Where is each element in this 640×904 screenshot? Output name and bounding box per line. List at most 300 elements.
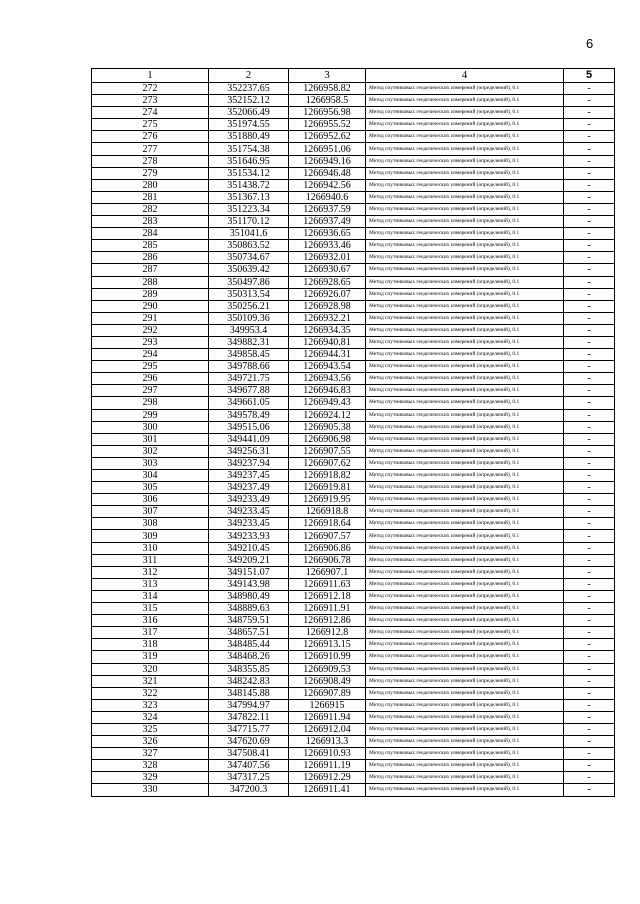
table-row [92, 276, 615, 288]
table-row [92, 312, 615, 324]
accuracy-cell: - [564, 675, 615, 687]
point-number-cell: 293 [92, 336, 209, 348]
y-coordinate-cell: 1266937.59 [289, 203, 366, 215]
method-cell: Метод спутниковых геодезических измерений (определений), 0.1 [366, 482, 564, 494]
y-coordinate-cell: 1266937.49 [289, 216, 366, 228]
y-coordinate-cell: 1266934.35 [289, 324, 366, 336]
method-cell: Метод спутниковых геодезических измерений (определений), 0.1 [366, 457, 564, 469]
accuracy-cell: - [564, 252, 615, 264]
x-coordinate-cell: 352152.12 [209, 95, 289, 107]
table-row [92, 300, 615, 312]
method-cell: Метод спутниковых геодезических измерений (определений), 0.1 [366, 433, 564, 445]
method-cell: Метод спутниковых геодезических измерений (определений), 0.1 [366, 723, 564, 735]
point-number-cell: 327 [92, 748, 209, 760]
method-cell: Метод спутниковых геодезических измерений (определений), 0.1 [366, 385, 564, 397]
y-coordinate-cell: 1266907.55 [289, 445, 366, 457]
table-row [92, 554, 615, 566]
point-number-cell: 328 [92, 760, 209, 772]
table-row [92, 143, 615, 155]
accuracy-cell: - [564, 639, 615, 651]
point-number-cell: 325 [92, 723, 209, 735]
x-coordinate-cell: 348889.63 [209, 603, 289, 615]
method-cell: Метод спутниковых геодезических измерений (определений), 0.1 [366, 663, 564, 675]
point-number-cell: 307 [92, 506, 209, 518]
point-number-cell: 329 [92, 772, 209, 784]
point-number-cell: 298 [92, 397, 209, 409]
method-cell: Метод спутниковых геодезических измерений (определений), 0.1 [366, 566, 564, 578]
x-coordinate-cell: 348980.49 [209, 590, 289, 602]
coordinates-table [91, 68, 615, 797]
accuracy-cell: - [564, 530, 615, 542]
x-coordinate-cell: 349677.88 [209, 385, 289, 397]
x-coordinate-cell: 350639.42 [209, 264, 289, 276]
point-number-cell: 276 [92, 131, 209, 143]
point-number-cell: 301 [92, 433, 209, 445]
table-row [92, 494, 615, 506]
table-header-row [92, 69, 615, 83]
accuracy-cell: - [564, 300, 615, 312]
table-row [92, 723, 615, 735]
point-number-cell: 274 [92, 107, 209, 119]
accuracy-cell: - [564, 506, 615, 518]
point-number-cell: 280 [92, 179, 209, 191]
y-coordinate-cell: 1266943.54 [289, 361, 366, 373]
table-row [92, 228, 615, 240]
point-number-cell: 300 [92, 421, 209, 433]
table-row [92, 191, 615, 203]
table-row [92, 482, 615, 494]
y-coordinate-cell: 1266907.57 [289, 530, 366, 542]
accuracy-cell: - [564, 433, 615, 445]
header-col-4: 4 [366, 69, 564, 83]
x-coordinate-cell: 349661.05 [209, 397, 289, 409]
accuracy-cell: - [564, 699, 615, 711]
accuracy-cell: - [564, 409, 615, 421]
coordinates-table-body [92, 69, 615, 797]
x-coordinate-cell: 349233.45 [209, 518, 289, 530]
x-coordinate-cell: 348242.83 [209, 675, 289, 687]
accuracy-cell: - [564, 336, 615, 348]
x-coordinate-cell: 351170.12 [209, 216, 289, 228]
method-cell: Метод спутниковых геодезических измерений (определений), 0.1 [366, 131, 564, 143]
y-coordinate-cell: 1266907.62 [289, 457, 366, 469]
point-number-cell: 294 [92, 349, 209, 361]
method-cell: Метод спутниковых геодезических измерений (определений), 0.1 [366, 252, 564, 264]
y-coordinate-cell: 1266912.8 [289, 627, 366, 639]
x-coordinate-cell: 348759.51 [209, 615, 289, 627]
table-row [92, 470, 615, 482]
method-cell: Метод спутниковых геодезических измерений (определений), 0.1 [366, 506, 564, 518]
method-cell: Метод спутниковых геодезических измерений (определений), 0.1 [366, 300, 564, 312]
y-coordinate-cell: 1266910.93 [289, 748, 366, 760]
point-number-cell: 316 [92, 615, 209, 627]
y-coordinate-cell: 1266936.65 [289, 228, 366, 240]
x-coordinate-cell: 347620.69 [209, 736, 289, 748]
point-number-cell: 305 [92, 482, 209, 494]
accuracy-cell: - [564, 603, 615, 615]
accuracy-cell: - [564, 143, 615, 155]
point-number-cell: 320 [92, 663, 209, 675]
y-coordinate-cell: 1266955.52 [289, 119, 366, 131]
accuracy-cell: - [564, 723, 615, 735]
y-coordinate-cell: 1266946.83 [289, 385, 366, 397]
accuracy-cell: - [564, 651, 615, 663]
y-coordinate-cell: 1266949.16 [289, 155, 366, 167]
accuracy-cell: - [564, 216, 615, 228]
method-cell: Метод спутниковых геодезических измерений (определений), 0.1 [366, 603, 564, 615]
y-coordinate-cell: 1266906.98 [289, 433, 366, 445]
table-row [92, 336, 615, 348]
y-coordinate-cell: 1266958.5 [289, 95, 366, 107]
method-cell: Метод спутниковых геодезических измерений (определений), 0.1 [366, 699, 564, 711]
accuracy-cell: - [564, 687, 615, 699]
point-number-cell: 318 [92, 639, 209, 651]
y-coordinate-cell: 1266926.07 [289, 288, 366, 300]
point-number-cell: 292 [92, 324, 209, 336]
y-coordinate-cell: 1266911.19 [289, 760, 366, 772]
method-cell: Метод спутниковых геодезических измерений (определений), 0.1 [366, 361, 564, 373]
table-row [92, 95, 615, 107]
x-coordinate-cell: 350863.52 [209, 240, 289, 252]
accuracy-cell: - [564, 373, 615, 385]
x-coordinate-cell: 350109.36 [209, 312, 289, 324]
point-number-cell: 324 [92, 711, 209, 723]
method-cell: Метод спутниковых геодезических измерений (определений), 0.1 [366, 167, 564, 179]
point-number-cell: 291 [92, 312, 209, 324]
table-row [92, 627, 615, 639]
y-coordinate-cell: 1266909.53 [289, 663, 366, 675]
y-coordinate-cell: 1266913.3 [289, 736, 366, 748]
y-coordinate-cell: 1266942.56 [289, 179, 366, 191]
x-coordinate-cell: 350313.54 [209, 288, 289, 300]
accuracy-cell: - [564, 324, 615, 336]
x-coordinate-cell: 349237.94 [209, 457, 289, 469]
y-coordinate-cell: 1266911.94 [289, 711, 366, 723]
method-cell: Метод спутниковых геодезических измерений (определений), 0.1 [366, 470, 564, 482]
accuracy-cell: - [564, 131, 615, 143]
table-row [92, 264, 615, 276]
header-col-1: 1 [92, 69, 209, 83]
method-cell: Метод спутниковых геодезических измерений (определений), 0.1 [366, 203, 564, 215]
table-row [92, 203, 615, 215]
x-coordinate-cell: 347407.56 [209, 760, 289, 772]
table-row [92, 711, 615, 723]
y-coordinate-cell: 1266958.82 [289, 83, 366, 95]
point-number-cell: 282 [92, 203, 209, 215]
method-cell: Метод спутниковых геодезических измерений (определений), 0.1 [366, 736, 564, 748]
accuracy-cell: - [564, 288, 615, 300]
y-coordinate-cell: 1266928.65 [289, 276, 366, 288]
point-number-cell: 330 [92, 784, 209, 796]
method-cell: Метод спутниковых геодезических измерений (определений), 0.1 [366, 288, 564, 300]
y-coordinate-cell: 1266919.81 [289, 482, 366, 494]
x-coordinate-cell: 347200.3 [209, 784, 289, 796]
y-coordinate-cell: 1266912.04 [289, 723, 366, 735]
x-coordinate-cell: 351880.49 [209, 131, 289, 143]
method-cell: Метод спутниковых геодезических измерений (определений), 0.1 [366, 264, 564, 276]
x-coordinate-cell: 349578.49 [209, 409, 289, 421]
point-number-cell: 304 [92, 470, 209, 482]
table-row [92, 760, 615, 772]
accuracy-cell: - [564, 385, 615, 397]
method-cell: Метод спутниковых геодезических измерений (определений), 0.1 [366, 421, 564, 433]
table-row [92, 288, 615, 300]
accuracy-cell: - [564, 240, 615, 252]
x-coordinate-cell: 348355.85 [209, 663, 289, 675]
x-coordinate-cell: 349441.09 [209, 433, 289, 445]
table-row [92, 651, 615, 663]
method-cell: Метод спутниковых геодезических измерений (определений), 0.1 [366, 191, 564, 203]
y-coordinate-cell: 1266907.89 [289, 687, 366, 699]
method-cell: Метод спутниковых геодезических измерений (определений), 0.1 [366, 590, 564, 602]
accuracy-cell: - [564, 445, 615, 457]
point-number-cell: 321 [92, 675, 209, 687]
x-coordinate-cell: 350497.86 [209, 276, 289, 288]
accuracy-cell: - [564, 179, 615, 191]
table-row [92, 530, 615, 542]
x-coordinate-cell: 351754.38 [209, 143, 289, 155]
method-cell: Метод спутниковых геодезических измерений (определений), 0.1 [366, 312, 564, 324]
x-coordinate-cell: 349237.45 [209, 470, 289, 482]
point-number-cell: 310 [92, 542, 209, 554]
method-cell: Метод спутниковых геодезических измерений (определений), 0.1 [366, 542, 564, 554]
x-coordinate-cell: 348468.26 [209, 651, 289, 663]
accuracy-cell: - [564, 312, 615, 324]
method-cell: Метод спутниковых геодезических измерений (определений), 0.1 [366, 639, 564, 651]
x-coordinate-cell: 349882.31 [209, 336, 289, 348]
x-coordinate-cell: 351367.13 [209, 191, 289, 203]
table-row [92, 590, 615, 602]
x-coordinate-cell: 348145.88 [209, 687, 289, 699]
accuracy-cell: - [564, 95, 615, 107]
y-coordinate-cell: 1266952.62 [289, 131, 366, 143]
table-row [92, 179, 615, 191]
method-cell: Метод спутниковых геодезических измерений (определений), 0.1 [366, 675, 564, 687]
x-coordinate-cell: 349209.21 [209, 554, 289, 566]
point-number-cell: 313 [92, 578, 209, 590]
x-coordinate-cell: 351041.6 [209, 228, 289, 240]
method-cell: Метод спутниковых геодезических измерений (определений), 0.1 [366, 155, 564, 167]
method-cell: Метод спутниковых геодезических измерений (определений), 0.1 [366, 373, 564, 385]
method-cell: Метод спутниковых геодезических измерений (определений), 0.1 [366, 119, 564, 131]
table-row [92, 433, 615, 445]
accuracy-cell: - [564, 228, 615, 240]
x-coordinate-cell: 351438.72 [209, 179, 289, 191]
point-number-cell: 278 [92, 155, 209, 167]
point-number-cell: 326 [92, 736, 209, 748]
point-number-cell: 317 [92, 627, 209, 639]
y-coordinate-cell: 1266940.81 [289, 336, 366, 348]
accuracy-cell: - [564, 784, 615, 796]
y-coordinate-cell: 1266908.49 [289, 675, 366, 687]
point-number-cell: 314 [92, 590, 209, 602]
y-coordinate-cell: 1266913.15 [289, 639, 366, 651]
y-coordinate-cell: 1266949.43 [289, 397, 366, 409]
method-cell: Метод спутниковых геодезических измерений (определений), 0.1 [366, 324, 564, 336]
x-coordinate-cell: 349233.45 [209, 506, 289, 518]
x-coordinate-cell: 349143.98 [209, 578, 289, 590]
x-coordinate-cell: 349788.66 [209, 361, 289, 373]
x-coordinate-cell: 347715.77 [209, 723, 289, 735]
accuracy-cell: - [564, 482, 615, 494]
method-cell: Метод спутниковых геодезических измерений (определений), 0.1 [366, 349, 564, 361]
x-coordinate-cell: 349233.49 [209, 494, 289, 506]
accuracy-cell: - [564, 470, 615, 482]
table-row [92, 167, 615, 179]
method-cell: Метод спутниковых геодезических измерений (определений), 0.1 [366, 578, 564, 590]
y-coordinate-cell: 1266932.01 [289, 252, 366, 264]
method-cell: Метод спутниковых геодезических измерений (определений), 0.1 [366, 518, 564, 530]
x-coordinate-cell: 349515.06 [209, 421, 289, 433]
method-cell: Метод спутниковых геодезических измерений (определений), 0.1 [366, 748, 564, 760]
point-number-cell: 309 [92, 530, 209, 542]
y-coordinate-cell: 1266911.91 [289, 603, 366, 615]
table-row [92, 445, 615, 457]
accuracy-cell: - [564, 748, 615, 760]
table-row [92, 639, 615, 651]
method-cell: Метод спутниковых геодезических измерений (определений), 0.1 [366, 627, 564, 639]
table-row [92, 421, 615, 433]
y-coordinate-cell: 1266906.86 [289, 542, 366, 554]
y-coordinate-cell: 1266906.78 [289, 554, 366, 566]
method-cell: Метод спутниковых геодезических измерений (определений), 0.1 [366, 409, 564, 421]
x-coordinate-cell: 352237.65 [209, 83, 289, 95]
method-cell: Метод спутниковых геодезических измерений (определений), 0.1 [366, 530, 564, 542]
accuracy-cell: - [564, 736, 615, 748]
table-row [92, 566, 615, 578]
table-row [92, 385, 615, 397]
point-number-cell: 311 [92, 554, 209, 566]
point-number-cell: 286 [92, 252, 209, 264]
x-coordinate-cell: 352066.49 [209, 107, 289, 119]
table-row [92, 663, 615, 675]
accuracy-cell: - [564, 155, 615, 167]
point-number-cell: 273 [92, 95, 209, 107]
y-coordinate-cell: 1266951.06 [289, 143, 366, 155]
point-number-cell: 295 [92, 361, 209, 373]
y-coordinate-cell: 1266911.41 [289, 784, 366, 796]
table-row [92, 83, 615, 95]
accuracy-cell: - [564, 397, 615, 409]
method-cell: Метод спутниковых геодезических измерений (определений), 0.1 [366, 554, 564, 566]
method-cell: Метод спутниковых геодезических измерений (определений), 0.1 [366, 179, 564, 191]
accuracy-cell: - [564, 119, 615, 131]
y-coordinate-cell: 1266946.48 [289, 167, 366, 179]
y-coordinate-cell: 1266932.21 [289, 312, 366, 324]
point-number-cell: 287 [92, 264, 209, 276]
accuracy-cell: - [564, 590, 615, 602]
point-number-cell: 299 [92, 409, 209, 421]
x-coordinate-cell: 347317.25 [209, 772, 289, 784]
accuracy-cell: - [564, 421, 615, 433]
accuracy-cell: - [564, 203, 615, 215]
method-cell: Метод спутниковых геодезических измерений (определений), 0.1 [366, 143, 564, 155]
method-cell: Метод спутниковых геодезических измерений (определений), 0.1 [366, 216, 564, 228]
x-coordinate-cell: 349151.07 [209, 566, 289, 578]
x-coordinate-cell: 351223.34 [209, 203, 289, 215]
accuracy-cell: - [564, 494, 615, 506]
y-coordinate-cell: 1266918.8 [289, 506, 366, 518]
x-coordinate-cell: 351974.55 [209, 119, 289, 131]
table-row [92, 240, 615, 252]
table-row [92, 216, 615, 228]
method-cell: Метод спутниковых геодезических измерений (определений), 0.1 [366, 711, 564, 723]
accuracy-cell: - [564, 518, 615, 530]
accuracy-cell: - [564, 566, 615, 578]
header-col-2: 2 [209, 69, 289, 83]
y-coordinate-cell: 1266918.82 [289, 470, 366, 482]
x-coordinate-cell: 350256.21 [209, 300, 289, 312]
table-row [92, 748, 615, 760]
table-row [92, 349, 615, 361]
table-row [92, 675, 615, 687]
x-coordinate-cell: 349858.45 [209, 349, 289, 361]
y-coordinate-cell: 1266933.46 [289, 240, 366, 252]
table-row [92, 506, 615, 518]
table-row [92, 119, 615, 131]
method-cell: Метод спутниковых геодезических измерений (определений), 0.1 [366, 760, 564, 772]
x-coordinate-cell: 349721.75 [209, 373, 289, 385]
method-cell: Метод спутниковых геодезических измерений (определений), 0.1 [366, 276, 564, 288]
table-row [92, 578, 615, 590]
accuracy-cell: - [564, 542, 615, 554]
table-row [92, 155, 615, 167]
accuracy-cell: - [564, 554, 615, 566]
accuracy-cell: - [564, 264, 615, 276]
table-row [92, 687, 615, 699]
y-coordinate-cell: 1266918.64 [289, 518, 366, 530]
header-col-3: 3 [289, 69, 366, 83]
accuracy-cell: - [564, 83, 615, 95]
x-coordinate-cell: 349256.31 [209, 445, 289, 457]
method-cell: Метод спутниковых геодезических измерений (определений), 0.1 [366, 397, 564, 409]
point-number-cell: 279 [92, 167, 209, 179]
accuracy-cell: - [564, 191, 615, 203]
point-number-cell: 290 [92, 300, 209, 312]
method-cell: Метод спутниковых геодезических измерений (определений), 0.1 [366, 336, 564, 348]
y-coordinate-cell: 1266905.38 [289, 421, 366, 433]
table-row [92, 252, 615, 264]
accuracy-cell: - [564, 361, 615, 373]
method-cell: Метод спутниковых геодезических измерений (определений), 0.1 [366, 651, 564, 663]
x-coordinate-cell: 349953.4 [209, 324, 289, 336]
x-coordinate-cell: 349237.49 [209, 482, 289, 494]
table-row [92, 772, 615, 784]
y-coordinate-cell: 1266915 [289, 699, 366, 711]
accuracy-cell: - [564, 760, 615, 772]
table-row [92, 518, 615, 530]
y-coordinate-cell: 1266912.29 [289, 772, 366, 784]
x-coordinate-cell: 350734.67 [209, 252, 289, 264]
y-coordinate-cell: 1266910.99 [289, 651, 366, 663]
method-cell: Метод спутниковых геодезических измерений (определений), 0.1 [366, 784, 564, 796]
y-coordinate-cell: 1266943.56 [289, 373, 366, 385]
accuracy-cell: - [564, 167, 615, 179]
table-row [92, 397, 615, 409]
table-row [92, 615, 615, 627]
method-cell: Метод спутниковых геодезических измерений (определений), 0.1 [366, 228, 564, 240]
method-cell: Метод спутниковых геодезических измерений (определений), 0.1 [366, 772, 564, 784]
y-coordinate-cell: 1266940.6 [289, 191, 366, 203]
y-coordinate-cell: 1266930.67 [289, 264, 366, 276]
point-number-cell: 297 [92, 385, 209, 397]
accuracy-cell: - [564, 627, 615, 639]
point-number-cell: 319 [92, 651, 209, 663]
point-number-cell: 289 [92, 288, 209, 300]
y-coordinate-cell: 1266911.63 [289, 578, 366, 590]
table-row [92, 409, 615, 421]
y-coordinate-cell: 1266912.18 [289, 590, 366, 602]
